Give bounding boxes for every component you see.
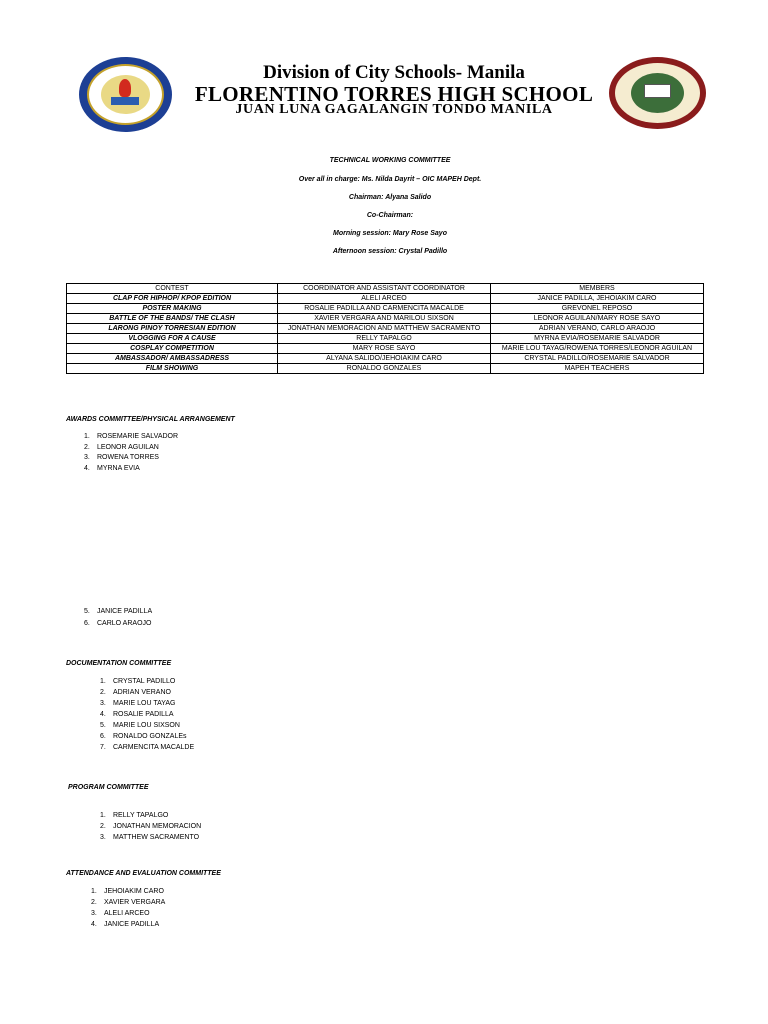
school-seal-logo (609, 57, 706, 129)
header-contest: CONTEST (67, 284, 278, 294)
list-number: 5. (84, 608, 90, 615)
list-number: 3. (84, 454, 90, 461)
contest-cell: FILM SHOWING (67, 364, 278, 374)
member-name: ADRIAN VERANO (113, 689, 171, 696)
list-item (100, 812, 168, 819)
list-item (91, 910, 150, 917)
list-number: 1. (91, 888, 97, 895)
member-name: CRYSTAL PADILLO (113, 678, 176, 685)
member-name: ROWENA TORRES (97, 454, 159, 461)
coordinator-cell: JONATHAN MEMORACION AND MATTHEW SACRAMENTO (278, 324, 491, 334)
list-number: 2. (100, 823, 106, 830)
members-cell: MAPEH TEACHERS (491, 364, 704, 374)
contest-cell: LARONG PINOY TORRESIAN EDITION (67, 324, 278, 334)
member-name: ALELI ARCEO (104, 910, 150, 917)
member-name: RELLY TAPALGO (113, 812, 169, 819)
list-item (84, 608, 152, 615)
member-name: CARLO ARAOJO (97, 620, 152, 627)
table-row (67, 314, 704, 324)
list-item (84, 444, 159, 451)
attendance-committee-title: ATTENDANCE AND EVALUATION COMMITTEE (66, 870, 221, 877)
list-item (91, 899, 165, 906)
list-number: 6. (84, 620, 90, 627)
coordinator-cell: RELLY TAPALGO (278, 334, 491, 344)
member-name: ROSEMARIE SALVADOR (97, 433, 179, 440)
member-name: JONATHAN MEMORACION (113, 823, 202, 830)
list-number: 5. (100, 722, 106, 729)
coordinator-cell: ROSALIE PADILLA AND CARMENCITA MACALDE (278, 304, 491, 314)
member-name: JANICE PADILLA (97, 608, 153, 615)
members-cell: JANICE PADILLA, JEHOIAKIM CARO (491, 294, 704, 304)
overall-in-charge: Over all in charge: Ms. Nilda Dayrit – OIC MAPEH Dept. (298, 176, 482, 183)
coordinator-cell: ALYANA SALIDO/JEHOIAKIM CARO (278, 354, 491, 364)
list-item (100, 700, 176, 707)
list-item (84, 620, 151, 627)
list-number: 1. (100, 812, 106, 819)
list-number: 3. (100, 700, 106, 707)
list-item (91, 921, 159, 928)
list-item (100, 834, 199, 841)
division-seal-logo (79, 57, 172, 132)
list-item (84, 465, 140, 472)
list-item (100, 689, 171, 696)
list-item (84, 454, 159, 461)
members-cell: ADRIAN VERANO, CARLO ARAOJO (491, 324, 704, 334)
contest-cell: BATTLE OF THE BANDS/ THE CLASH (67, 314, 278, 324)
chairman: Chairman: Alyana Salido (348, 194, 432, 201)
committee-table (66, 283, 704, 374)
school-name: FLORENTINO TORRES HIGH SCHOOL (194, 82, 594, 106)
member-name: LEONOR AGUILAN (97, 444, 159, 451)
table-row (67, 304, 704, 314)
co-chairman: Co-Chairman: (366, 212, 414, 219)
list-number: 6. (100, 733, 106, 740)
member-name: XAVIER VERGARA (104, 899, 166, 906)
table-row (67, 334, 704, 344)
list-item (100, 711, 174, 718)
list-number: 1. (100, 678, 106, 685)
table-row (67, 294, 704, 304)
members-cell: MARIE LOU TAYAG/ROWENA TORRES/LEONOR AGUILAN (491, 344, 704, 354)
coordinator-cell: RONALDO GONZALES (278, 364, 491, 374)
list-number: 2. (91, 899, 97, 906)
list-item (100, 722, 180, 729)
list-number: 2. (84, 444, 90, 451)
list-item (91, 888, 164, 895)
list-number: 7. (100, 744, 106, 751)
coordinator-cell: XAVIER VERGARA AND MARILOU SIXSON (278, 314, 491, 324)
member-name: MATTHEW SACRAMENTO (113, 834, 200, 841)
list-item (100, 823, 201, 830)
coordinator-cell: ALELI ARCEO (278, 294, 491, 304)
division-name: Division of City Schools- Manila (263, 62, 525, 83)
members-cell: GREVONEL REPOSO (491, 304, 704, 314)
table-row (67, 364, 704, 374)
list-item (84, 433, 178, 440)
list-number: 4. (84, 465, 90, 472)
contest-cell: POSTER MAKING (67, 304, 278, 314)
documentation-committee-title: DOCUMENTATION COMMITTEE (66, 660, 172, 667)
member-name: MARIE LOU SIXSON (113, 722, 180, 729)
list-item (100, 733, 187, 740)
member-name: JEHOIAKIM CARO (104, 888, 164, 895)
list-number: 1. (84, 433, 90, 440)
list-number: 3. (91, 910, 97, 917)
program-committee-title: PROGRAM COMMITTEE (68, 784, 149, 791)
member-name: MYRNA EVIA (97, 465, 140, 472)
table-row (67, 344, 704, 354)
contest-cell: CLAP FOR HIPHOP/ KPOP EDITION (67, 294, 278, 304)
twc-title: TECHNICAL WORKING COMMITTEE (329, 157, 451, 164)
afternoon-session: Afternoon session: Crystal Padillo (332, 248, 448, 255)
member-name: CARMENCITA MACALDE (113, 744, 195, 751)
contest-cell: VLOGGING FOR A CAUSE (67, 334, 278, 344)
members-cell: CRYSTAL PADILLO/ROSEMARIE SALVADOR (491, 354, 704, 364)
members-cell: MYRNA EVIA/ROSEMARIE SALVADOR (491, 334, 704, 344)
list-number: 4. (100, 711, 106, 718)
list-number: 4. (91, 921, 97, 928)
school-address: JUAN LUNA GAGALANGIN TONDO MANILA (235, 102, 553, 117)
header-coordinator: COORDINATOR AND ASSISTANT COORDINATOR (278, 284, 491, 294)
member-name: JANICE PADILLA (104, 921, 160, 928)
member-name: MARIE LOU TAYAG (113, 700, 176, 707)
table-header-row (67, 284, 704, 294)
table-row (67, 354, 704, 364)
members-cell: LEONOR AGUILAN/MARY ROSE SAYO (491, 314, 704, 324)
contest-cell: AMBASSADOR/ AMBASSADRESS (67, 354, 278, 364)
header-members: MEMBERS (491, 284, 704, 294)
member-name: RONALDO GONZALEs (113, 733, 187, 740)
list-item (100, 678, 175, 685)
awards-committee-title: AWARDS COMMITTEE/PHYSICAL ARRANGEMENT (66, 416, 235, 423)
morning-session: Morning session: Mary Rose Sayo (333, 230, 447, 237)
list-item (100, 744, 194, 751)
table-row (67, 324, 704, 334)
list-number: 2. (100, 689, 106, 696)
contest-cell: COSPLAY COMPETITION (67, 344, 278, 354)
coordinator-cell: MARY ROSE SAYO (278, 344, 491, 354)
member-name: ROSALIE PADILLA (113, 711, 174, 718)
list-number: 3. (100, 834, 106, 841)
